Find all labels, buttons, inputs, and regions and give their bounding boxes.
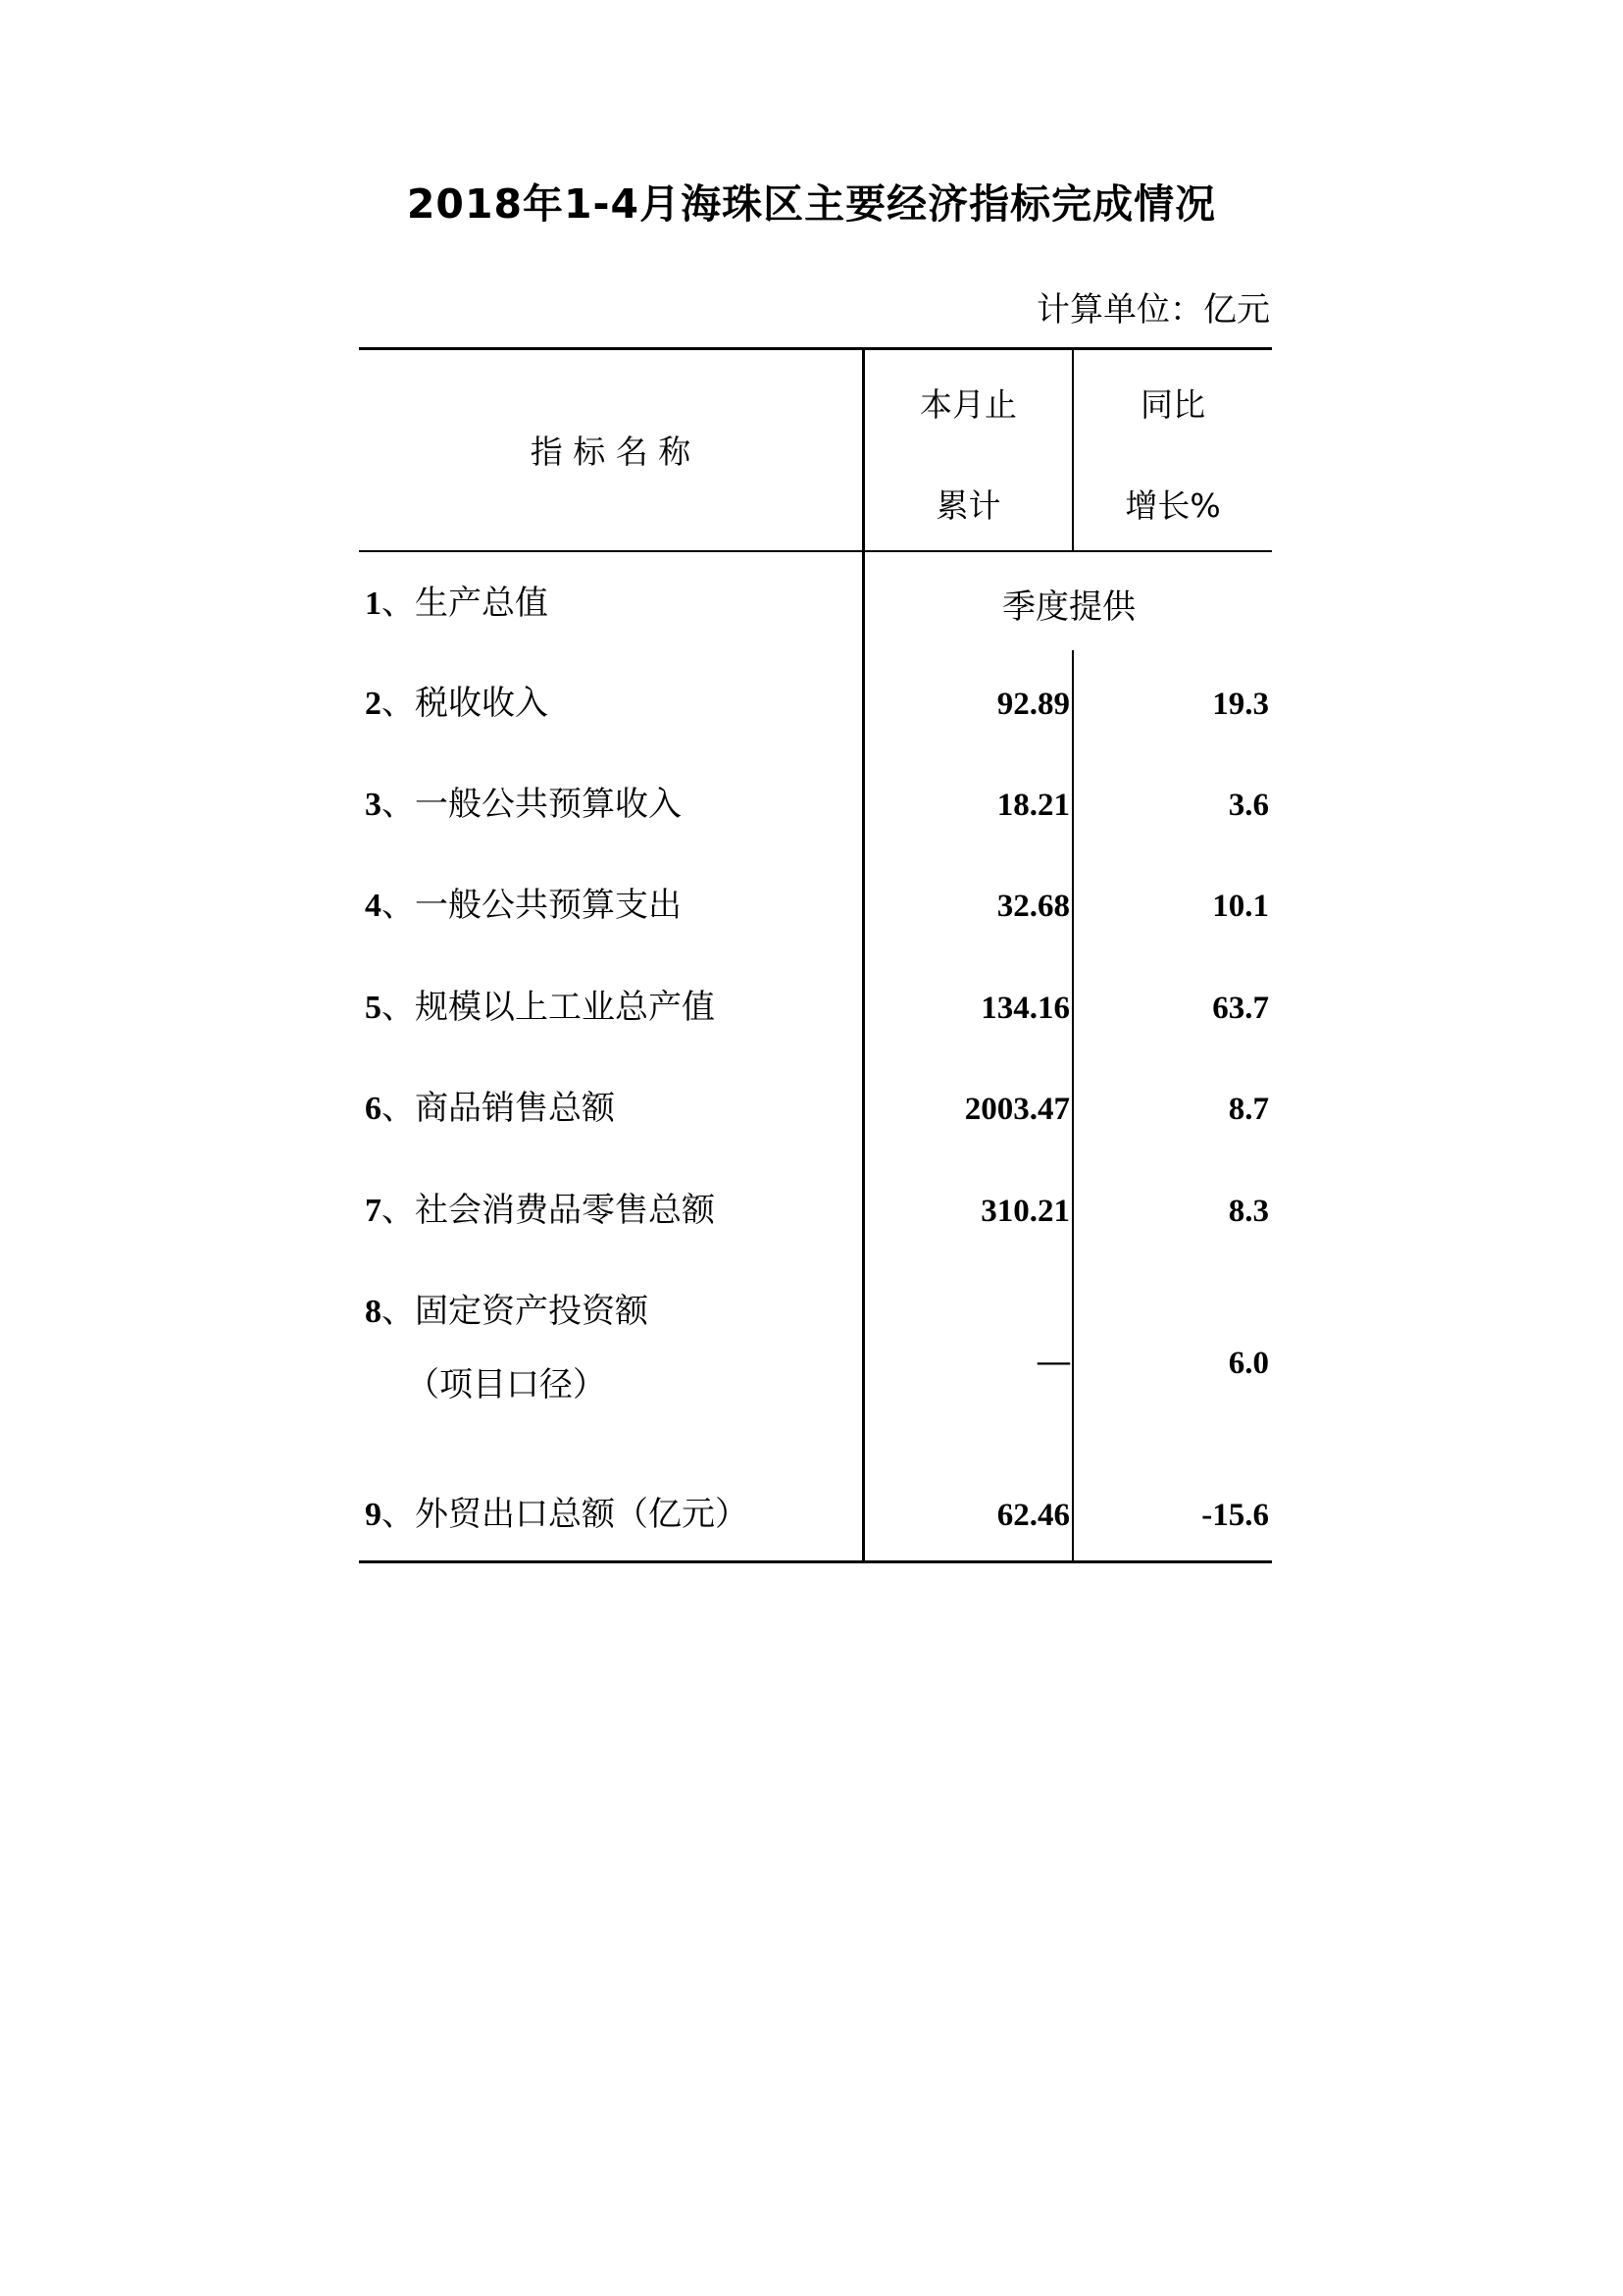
row-number: 8 <box>365 1294 381 1330</box>
row-8-cumulative: — <box>1038 1344 1070 1379</box>
row-7-cumulative: 310.21 <box>981 1194 1070 1229</box>
header-growth-line1: 同比 <box>1141 385 1205 424</box>
row-4-cumulative: 32.68 <box>996 889 1070 924</box>
row-number: 2 <box>365 686 381 722</box>
row-2-cumulative: 92.89 <box>996 687 1070 722</box>
row-6-cumulative: 2003.47 <box>964 1092 1070 1127</box>
indicator-name: 、商品销售总额 <box>381 1089 615 1128</box>
column-divider-1 <box>862 347 865 1562</box>
indicator-name: 、社会消费品零售总额 <box>381 1191 715 1230</box>
row-3-growth: 3.6 <box>1228 788 1269 823</box>
indicator-name: 、一般公共预算支出 <box>381 886 682 925</box>
row-number: 4 <box>365 888 381 924</box>
row-8-label <box>365 1292 648 1331</box>
row-number: 1 <box>365 586 381 622</box>
row-2-growth: 19.3 <box>1212 687 1269 722</box>
indicator-name: 、生产总值 <box>381 584 548 623</box>
row-6-label <box>365 1089 615 1128</box>
row-8-growth: 6.0 <box>1228 1346 1269 1381</box>
table-top-rule <box>359 347 1272 350</box>
row-2-label <box>365 684 548 723</box>
row-number: 7 <box>365 1193 381 1229</box>
row-3-cumulative: 18.21 <box>996 788 1070 823</box>
page-title: 2018年1-4月海珠区主要经济指标完成情况 <box>406 180 1217 228</box>
row-4-label <box>365 886 682 925</box>
header-growth-line2: 增长% <box>1125 486 1221 525</box>
header-cumulative-line1: 本月止 <box>920 385 1017 424</box>
row-8-label-sub: （项目口径） <box>406 1365 606 1404</box>
row-1-merged-value: 季度提供 <box>1002 587 1136 627</box>
table-bottom-rule <box>359 1560 1272 1563</box>
header-indicator-name: 指 标 名 称 <box>530 433 691 471</box>
row-number: 3 <box>365 787 381 823</box>
row-5-growth: 63.7 <box>1212 991 1269 1026</box>
indicator-name: 、税收收入 <box>381 684 548 723</box>
row-number: 6 <box>365 1091 381 1127</box>
row-7-growth: 8.3 <box>1228 1194 1269 1229</box>
row-7-label <box>365 1191 715 1230</box>
row-6-growth: 8.7 <box>1228 1092 1269 1127</box>
row-9-growth: -15.6 <box>1201 1498 1269 1533</box>
indicator-name: 、固定资产投资额 <box>381 1292 648 1331</box>
row-5-cumulative: 134.16 <box>981 991 1070 1026</box>
indicator-name: 、规模以上工业总产值 <box>381 988 715 1027</box>
row-number: 9 <box>365 1497 381 1533</box>
header-bottom-rule <box>359 550 1272 552</box>
indicator-name: 、外贸出口总额（亿元） <box>381 1495 748 1534</box>
row-3-label <box>365 785 682 824</box>
row-9-label <box>365 1495 748 1534</box>
unit-note: 计算单位：亿元 <box>1037 290 1270 330</box>
row-9-cumulative: 62.46 <box>996 1498 1070 1533</box>
header-cumulative-line2: 累计 <box>936 486 1001 525</box>
row-1-label <box>365 584 548 623</box>
indicator-name: 、一般公共预算收入 <box>381 785 682 824</box>
row-number: 5 <box>365 990 381 1026</box>
row-4-growth: 10.1 <box>1212 889 1269 924</box>
row-5-label <box>365 988 715 1027</box>
